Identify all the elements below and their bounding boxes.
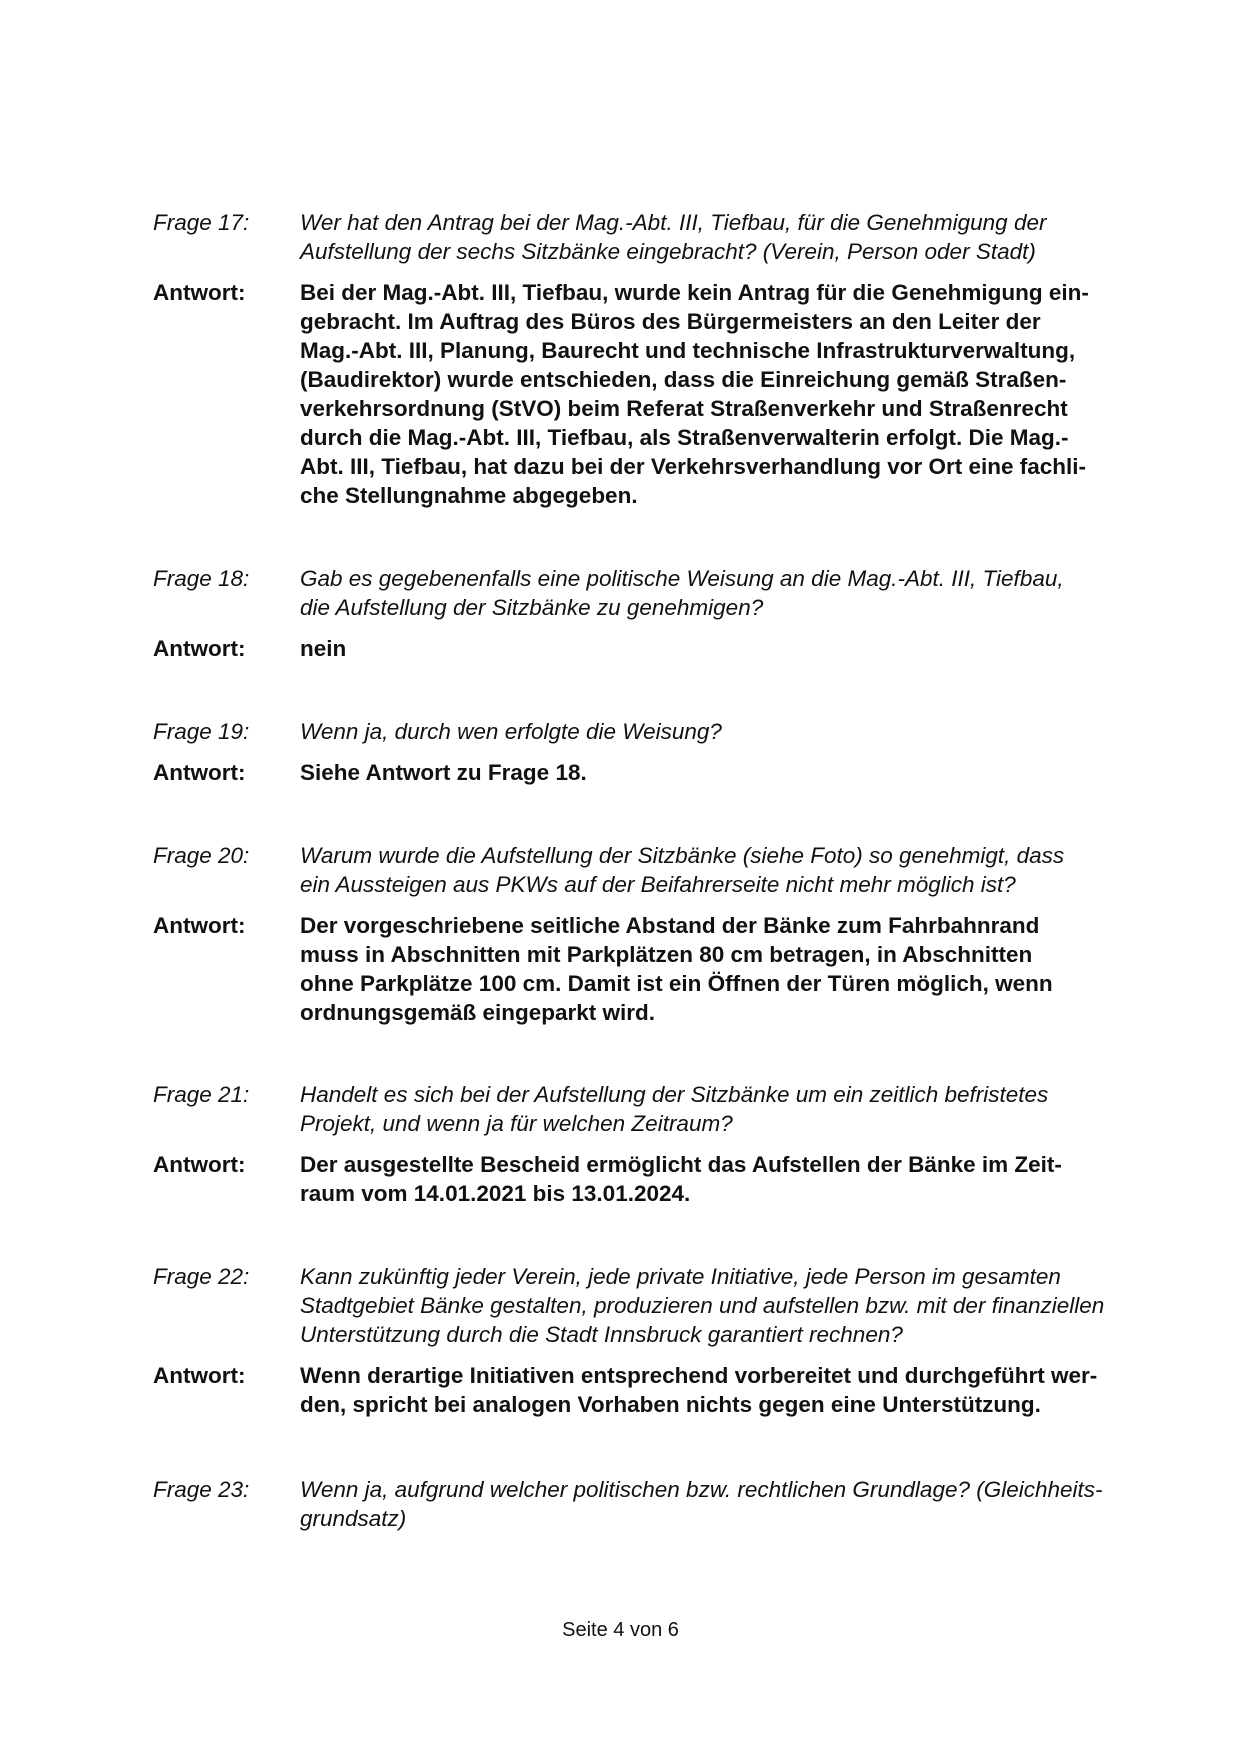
answer-label: Antwort: [153,636,246,661]
answer-label: Antwort: [153,280,246,305]
answer [153,634,1143,663]
answer-label: Antwort: [153,1363,246,1388]
question-label: Frage 20: [153,843,250,868]
question [153,1262,1143,1349]
answer [153,278,1143,510]
question-text: Handelt es sich bei der Aufstellung der Sitzbänke um ein zeitlich befristetes Projekt, und wenn ja für welchen Zeitraum? [300,1082,1049,1136]
answer-text: nein [300,636,347,661]
question [153,717,1143,746]
question-label: Frage 19: [153,719,250,744]
answer-label: Antwort: [153,760,246,785]
question-text: Wenn ja, durch wen erfolgte die Weisung? [300,719,722,744]
answer [153,1361,1143,1419]
answer-text: Der vorgeschriebene seitliche Abstand der Bänke zum Fahrbahnrand muss in Abschnitten mit Parkplätzen 80 cm betragen, in Abschnitten ohne Parkplätze 100 cm. Damit ist ein Öffnen der Türen möglich, wenn ordnungsgemäß eingeparkt wird. [300,913,1053,1025]
answer-label: Antwort: [153,913,246,938]
answer [153,1150,1143,1208]
question-text: Gab es gegebenenfalls eine politische Weisung an die Mag.-Abt. III, Tiefbau, die Aufstellung der Sitzbänke zu genehmigen? [300,566,1064,620]
question-text: Wer hat den Antrag bei der Mag.-Abt. III, Tiefbau, für die Genehmigung der Aufstellung der sechs Sitzbänke eingebracht? (Verein, Person oder Stadt) [300,210,1047,264]
question [153,1080,1143,1138]
qa-block-21 [153,1080,1143,1208]
question-label: Frage 22: [153,1264,250,1289]
question-text: Kann zukünftig jeder Verein, jede private Initiative, jede Person im gesamten Stadtgebiet Bänke gestalten, produzieren und aufstellen bzw. mit der finanziellen Unterstützung durch die Stadt Innsbruck garantiert rechnen? [300,1264,1105,1347]
question [153,208,1143,266]
answer-text: Bei der Mag.-Abt. III, Tiefbau, wurde kein Antrag für die Genehmigung ein- gebracht. Im Auftrag des Büros des Bürgermeisters an den Leiter der Mag.-Abt. III, Planung, Baurecht und technische Infrastrukturverwaltung, (Baudirektor) wurde entschieden, dass die Einreichung gemäß Straßen- verkehrsordnung (StVO) beim Referat Straßenverkehr und Straßenrecht durch die Mag.-Abt. III, Tiefbau, als Straßenverwalterin erfolgt. Die Mag.- Abt. III, Tiefbau, hat dazu bei der Verkehrsverhandlung vor Ort eine fachli- che Stellungnahme abgegeben. [300,280,1089,508]
answer [153,911,1143,1027]
qa-block-19 [153,717,1143,787]
question-text: Wenn ja, aufgrund welcher politischen bzw. rechtlichen Grundlage? (Gleichheits- grundsatz) [300,1477,1103,1531]
question [153,564,1143,622]
qa-block-23 [153,1475,1143,1533]
question-label: Frage 21: [153,1082,250,1107]
answer-text: Wenn derartige Initiativen entsprechend vorbereitet und durchgeführt wer- den, spricht bei analogen Vorhaben nichts gegen eine Unterstützung. [300,1363,1098,1417]
answer [153,758,1143,787]
question [153,1475,1143,1533]
qa-block-17 [153,208,1143,510]
qa-block-20 [153,841,1143,1027]
answer-text: Siehe Antwort zu Frage 18. [300,760,587,785]
question-label: Frage 17: [153,210,250,235]
question-text: Warum wurde die Aufstellung der Sitzbänke (siehe Foto) so genehmigt, dass ein Aussteigen aus PKWs auf der Beifahrerseite nicht mehr möglich ist? [300,843,1065,897]
qa-block-18 [153,564,1143,663]
page-number: Seite 4 von 6 [562,1619,679,1641]
question [153,841,1143,899]
question-label: Frage 18: [153,566,250,591]
qa-block-22 [153,1262,1143,1419]
answer-label: Antwort: [153,1152,246,1177]
question-label: Frage 23: [153,1477,250,1502]
answer-text: Der ausgestellte Bescheid ermöglicht das Aufstellen der Bänke im Zeit- raum vom 14.01.2021 bis 13.01.2024. [300,1152,1062,1206]
